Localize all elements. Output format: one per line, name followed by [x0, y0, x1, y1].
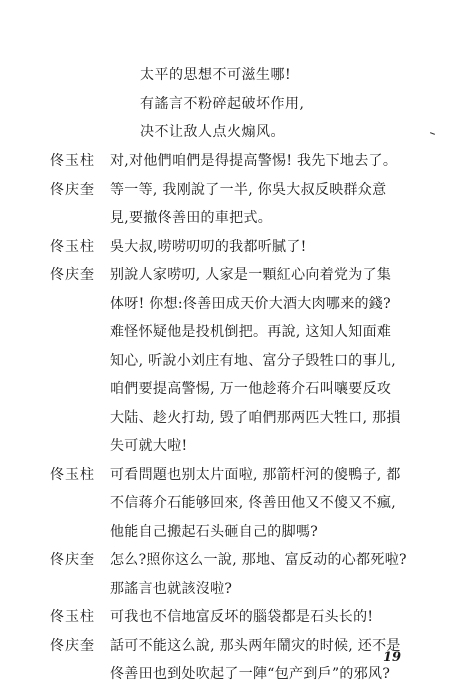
dialogue-line: 对,对他們咱們是得提高警惕! 我先下地去了。: [110, 153, 398, 169]
dialogue-line: 怎么?照你这么一說, 那地、富反动的心都死啦?: [110, 552, 407, 568]
dialogue-line: 那謠言也就該沒啦?: [110, 581, 233, 597]
speaker-name: 佟玉柱: [50, 239, 95, 255]
dialogue-line: 咱們要提高警惕, 万一他趁蒋介石叫嚷要反攻: [110, 381, 392, 397]
speaker-name: 佟玉柱: [50, 609, 95, 625]
dialogue-line: 体呀! 你想:佟善田成天价大酒大肉哪来的錢?: [110, 296, 391, 312]
dialogue-line: 可我也不信地富反坏的腦袋都是石头长的!: [110, 609, 374, 625]
speaker-name: 佟玉柱: [50, 153, 95, 169]
speaker-name: 佟庆奎: [50, 638, 95, 654]
dialogue-line: 佟善田也到处吹起了一陣“包产到戶”的邪风?: [110, 666, 391, 682]
verse-line: 太平的思想不可滋生哪!: [140, 67, 292, 83]
ink-mark: [430, 132, 435, 135]
dialogue-line: 失可就大啦!: [110, 438, 188, 454]
dialogue-line: 話可不能这么說, 那头两年鬧灾的时候, 还不是: [110, 638, 401, 654]
dialogue-line: 大陆、趁火打劫, 毁了咱們那两匹大牲口, 那損: [110, 410, 401, 426]
verse-line: 有謠言不粉碎起破坏作用,: [140, 96, 305, 112]
dialogue-line: 知心, 听說小刘庄有地、富分子毁牲口的事儿,: [110, 353, 396, 369]
dialogue-line: 别說人家唠叨, 人家是一顆紅心向着党为了集: [110, 267, 392, 283]
dialogue-line: 等一等, 我刚說了一半, 你吳大叔反映群众意: [110, 182, 387, 198]
dialogue-line: 吳大叔,唠唠叨叨的我都听膩了!: [110, 239, 307, 255]
page-number: 19: [383, 650, 402, 665]
verse-line: 决不让敌人点火煽风。: [140, 124, 285, 140]
speaker-name: 佟玉柱: [50, 467, 95, 483]
dialogue-line: 他能自己搬起石头砸自己的脚嗎?: [110, 524, 319, 540]
dialogue-line: 不信蒋介石能够回來, 佟善田他又不傻又不瘋,: [110, 495, 396, 511]
speaker-name: 佟庆奎: [50, 552, 95, 568]
speaker-name: 佟庆奎: [50, 267, 95, 283]
dialogue-line: 見,要撤佟善田的車把式。: [110, 210, 273, 226]
dialogue-line: 可看問題也别太片面啦, 那箭杆河的傻鴨子, 都: [110, 467, 401, 483]
speaker-name: 佟庆奎: [50, 182, 95, 198]
dialogue-line: 难怪怀疑他是投机倒把。再說, 这知人知面难: [110, 324, 392, 340]
